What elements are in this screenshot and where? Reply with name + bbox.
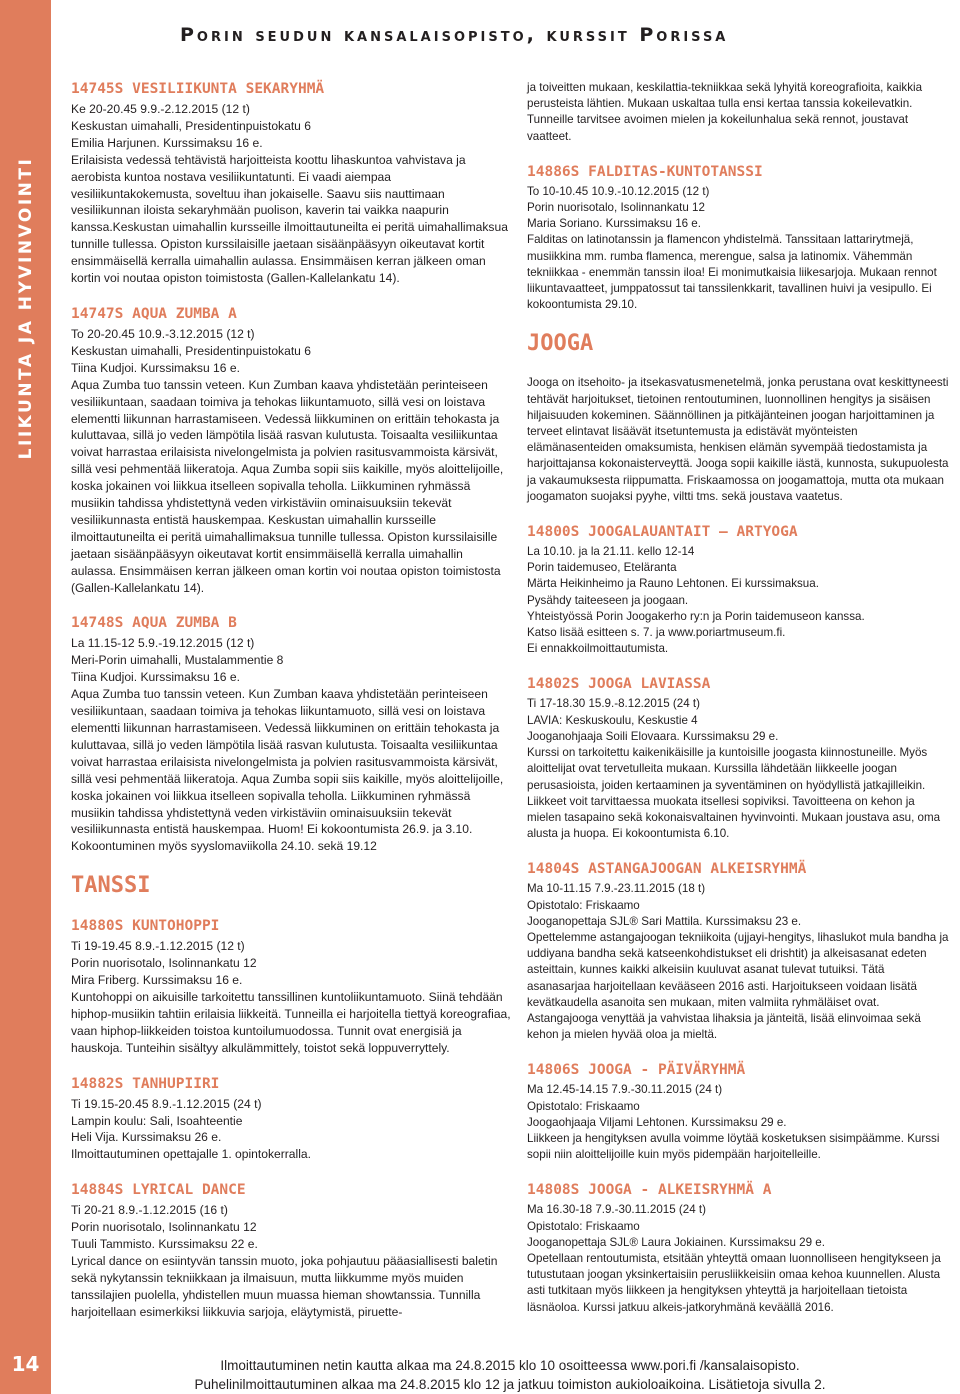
course-teacher-fee: Tiina Kudjoi. Kurssimaksu 16 e. [71, 360, 240, 375]
course-schedule: Ti 19.15-20.45 8.9.-1.12.2015 (24 t) [71, 1096, 262, 1111]
course-description: Opetellaan rentoutumista, etsitään yhteyttä omaan luonnolliseen hengitykseen ja tutustutaan joogan yksinkertaisiin perusliikkeisiin omaa kehoa kuunnellen. Alusta asti tutkitaan myös liikkeen ja hengityksen yhteyttä ja harjoitellaan tietoista läsnäoloa. Kurssi jatkuu alkeis-jatkoryhmänä keväällä 2016. [527, 1251, 941, 1314]
jooga-intro [527, 375, 949, 505]
course-location: Porin nuorisotalo, Isolinnankatu 12 [71, 956, 257, 971]
course-location: Porin taidemuseo, Eteläranta [527, 561, 677, 575]
course-note: Ilmoittautuminen opettajalle 1. opintokerralla. [71, 1147, 311, 1162]
course-schedule: La 10.10. ja la 21.11. kello 12-14 [527, 545, 695, 559]
course-teacher-fee: Joogaohjaaja Viljami Lehtonen. Kurssimaksu 29 e. [527, 1115, 787, 1129]
course-schedule: Ke 20-20.45 9.9.-2.12.2015 (12 t) [71, 102, 250, 116]
course-location: Keskustan uimahalli, Presidentinpuistokatu 6 [71, 118, 311, 133]
course-location: LAVIA: Keskuskoulu, Keskustie 4 [527, 713, 698, 727]
course-teacher-fee: Märta Heikinheimo ja Rauno Lehtonen. Ei kurssimaksua. [527, 577, 819, 591]
sidebar-band [0, 0, 51, 1394]
course-teacher-fee: Mira Friberg. Kurssimaksu 16 e. [71, 973, 243, 988]
course-teacher-fee: Jooganopettaja SJL® Laura Jokiainen. Kurssimaksu 29 e. [527, 1235, 825, 1249]
course-title: 14880S KUNTOHOPPI [71, 918, 220, 935]
course-description: Aqua Zumba tuo tanssin veteen. Kun Zumban kaava yhdistetään perinteiseen vesiliikuntaan, saadaan toimiva ja tehokas liikuntamuoto, sillä vesi on loistava elementti liikunnan harrastamiseen. Vedessä liikkuminen on erittäin tehokasta ja kuluttavaa, sillä jo veden lämpötila lisää rasvan kulutusta. Toisaalta vesiliikuntaa voivat harrastaa erilaisista nivelongelmista ja polvien rasitusvammoista kärsivät, sillä vesi pehmentää liikeratoja. Aqua Zumba sopii siis kaikille, myös aloittelijoille, koska jokainen voi liikkua itselleen sopivalla teholla. Liikkuminen ryhmässä musiikin tahdissa yhdistettynä veden virkistäviin ominaisuuksiin tekevät vesiliikunnasta entistä hauskempaa. Huom! Ei kokoontumista 26.9. ja 3.10. Kokoontuminen myös syyslomaviikolla 24.10. sekä 19.12 [71, 687, 504, 854]
section-heading-tanssi: TANSSI [71, 873, 151, 899]
course-location: Opistotalo: Friskaamo [527, 898, 640, 912]
course-14882s [71, 1075, 511, 1164]
course-14802s [527, 675, 949, 842]
course-description: Kuntohoppi on aikuisille tarkoitettu tanssillinen kuntoliikuntamuoto. Siinä tehdään hiphop-musiikin tahtiin erilaisia liikkeitä. Tunneilla ei harjoitella tiettyä koreografiaa, vaan hiphop-liikkeiden toistoa kuntoilumuodossa. Tunnit ovat energisiä ja hauskoja. Tunteihin sisältyy alkulämmittely, toistot sekä loppuverryttely. [71, 989, 511, 1055]
course-note: Katso lisää esitteen s. 7. ja www.poriartmuseum.fi. [527, 626, 786, 640]
course-teacher-fee: Jooganohjaaja Soili Elovaara. Kurssimaksu 29 e. [527, 729, 779, 743]
page-header: Porin seudun kansalaisopisto, kurssit Porissa [180, 24, 729, 46]
course-note: Ei ennakkoilmoittautumista. [527, 642, 669, 656]
course-teacher-fee: Emilia Harjunen. Kurssimaksu 16 e. [71, 135, 263, 150]
course-14880s [71, 917, 511, 1056]
course-teacher-fee: Tuuli Tammisto. Kurssimaksu 22 e. [71, 1237, 258, 1252]
course-location: Opistotalo: Friskaamo [527, 1099, 640, 1113]
footer-phone-registration: Puhelinilmoittautuminen alkaa ma 24.8.2015 klo 12 ja jatkuu toimiston aukioloaikoina. Lisätietoja sivulla 2. [194, 1377, 826, 1392]
course-title: 14748S AQUA ZUMBA B [71, 615, 237, 632]
course-description: Kurssi on tarkoitettu kaikenikäisille ja kuntoisille joogasta kiinnostuneille. Myös aloittelijat ovat tervetulleita mukaan. Kurssilla lähdetään liikkeelle joogan perusasioista, joiden kertaaminen ja syventäminen on hyödyllistä jatkajilleikin. Liikkeet voit tarvittaessa muokata itsellesi sopiviksi. Tavoitteena on kehon ja mielen tasapaino sekä kokonaisvaltainen hyvinvointi. Mukaan joustava asu, oma alusta ja huopa. Ei kokoontumista 6.10. [527, 746, 941, 841]
course-description: ja toiveitten mukaan, keskilattia-tekniikkaa sekä lyhyitä koreografioita, kaikkia perusteista lähtien. Mukaan uskaltaa tulla ensi kertaa tanssia kokeilevatkin. Tunneille tarvitsee avoimen mielen ja kokeilunhalua sekä rennot, joustavat vaatteet. [527, 81, 923, 143]
course-teacher-fee: Tiina Kudjoi. Kurssimaksu 16 e. [71, 670, 240, 685]
course-14884s-continued [527, 80, 949, 145]
course-location: Opistotalo: Friskaamo [527, 1219, 640, 1233]
course-schedule: Ti 19-19.45 8.9.-1.12.2015 (12 t) [71, 939, 245, 954]
course-title: 14882S TANHUPIIRI [71, 1075, 220, 1092]
course-location: Porin nuorisotalo, Isolinnankatu 12 [71, 1220, 257, 1235]
course-schedule: To 20-20.45 10.9.-3.12.2015 (12 t) [71, 326, 255, 341]
course-description: Aqua Zumba tuo tanssin veteen. Kun Zumban kaava yhdistetään perinteiseen vesiliikuntaan, saadaan toimiva ja tehokas liikuntamuoto, sillä vesi on loistava elementti liikunnan harrastamiseen. Vedessä liikkuminen on erittäin tehokasta ja kuluttavaa, sillä jo veden lämpötila lisää rasvan kulutusta. Toisaalta vesiliikuntaa voivat harrastaa erilaisista nivelongelmista ja polvien rasitusvammoista kärsivät, sillä vesi pehmentää liikeratoja. Aqua Zumba sopii siis kaikille, myös aloittelijoille, koska jokainen voi liikkua itselleen sopivalla teholla. Liikkuminen ryhmässä musiikin tahdissa yhdistettynä veden virkistäviin ominaisuuksiin tekevät vesiliikunnasta entistä hauskempaa. Keskustan uimahallin kursseille ilmoittautuneilta ei peritä uimahallimaksua tunnille tullessa. Opiston kurssilaisille jaetaan sisäänpääsyyn oikeutavat kortit ensimmäisellä kerralla uimahallin aulassa. Ensimmäisen kerran jälkeen oman kortin voi noutaa opiston toimistosta (Gallen-Kallelankatu 14). [71, 377, 504, 595]
course-title: 14800S JOOGALAUANTAIT – ARTYOGA [527, 524, 798, 541]
course-location: Keskustan uimahalli, Presidentinpuistokatu 6 [71, 343, 311, 358]
course-14745s [71, 80, 511, 287]
course-note: Yhteistyössä Porin Joogakerho ry:n ja Porin taidemuseon kanssa. [527, 609, 865, 623]
course-location: Porin nuorisotalo, Isolinnankatu 12 [527, 201, 705, 215]
course-schedule: To 10-10.45 10.9.-10.12.2015 (12 t) [527, 184, 710, 198]
right-column [527, 80, 949, 1334]
course-14747s [71, 305, 511, 597]
course-teacher-fee: Jooganopettaja SJL® Sari Mattila. Kurssimaksu 23 e. [527, 914, 802, 928]
course-14808s [527, 1181, 949, 1315]
page-number: 14 [11, 1352, 40, 1376]
course-title: 14808S JOOGA - ALKEISRYHMÄ A [527, 1182, 772, 1199]
course-title: 14806S JOOGA - PÄIVÄRYHMÄ [527, 1062, 746, 1079]
course-teacher-fee: Maria Soriano. Kurssimaksu 16 e. [527, 217, 701, 231]
course-title: 14804S ASTANGAJOOGAN ALKEISRYHMÄ [527, 861, 807, 878]
course-14800s [527, 523, 949, 657]
category-title: LIIKUNTA JA HYVINVOINTI [16, 156, 36, 459]
course-title: 14747S AQUA ZUMBA A [71, 305, 237, 322]
course-14804s [527, 860, 949, 1043]
course-title: 14886S FALDITAS-KUNTOTANSSI [527, 163, 763, 180]
course-schedule: Ma 12.45-14.15 7.9.-30.11.2015 (24 t) [527, 1083, 723, 1097]
course-14748s [71, 614, 511, 855]
course-schedule: Ti 20-21 8.9.-1.12.2015 (16 t) [71, 1203, 228, 1218]
section-intro-text: Jooga on itsehoito- ja itsekasvatusmenetelmä, jonka perustana ovat keskittyneesti tehtävät harjoitukset, tietoinen rentoutuminen, luonnollinen hengitys ja sisäisen hiljaisuuden kokeminen. Säännöllinen ja pitkäjänteinen joogan harjoittaminen ja terveet elintavat lisäävät itsetuntemusta ja edistävät myönteisten elämänasenteiden omaksumista, henkisen elämän syvempää tiedostamista ja harjoittajansa kokonaisterveyttä. Jooga sopii kaikille iästä, kunnosta, sukupuolesta ja vakaumuksesta riippumatta. Friskaamossa on joogamattoja, mutta ota mukaan joogamaton suojaksi pyyhe, viltti tms. sekä joustava vaatetus. [527, 376, 949, 503]
course-description: Opettelemme astangajoogan tekniikoita (ujjayi-hengitys, lihaslukot mula bandha ja uddiyana bandha sekä katseenkohdistukset eli drishtit) ja alkeisasanat edeten asteittain, kunnes kaikki alkeisiin kuuluvat asanat tulevat tutuiksi. Tätä asanasarjaa harjoitellaan kevääseen 2016 asti. Harjoitukseen voidaan lisätä kevätkaudella asanoita sen mukaan, miten valmiita ryhmäläiset ovat. Astangajooga venyttää ja vahvistaa lihaksia ja jänteitä, lisää elinvoimaa sekä kehon ja mielen hyvää oloa ja mieltä. [527, 930, 949, 1042]
course-schedule: Ti 17-18.30 15.9.-8.12.2015 (24 t) [527, 697, 700, 711]
course-note: Pysähdy taiteeseen ja joogaan. [527, 593, 689, 607]
course-title: 14802S JOOGA LAVIASSA [527, 676, 711, 693]
section-heading-jooga: JOOGA [527, 331, 594, 357]
course-location: Meri-Porin uimahalli, Mustalammentie 8 [71, 653, 284, 668]
course-14884s [71, 1181, 511, 1320]
course-description: Falditas on latinotanssin ja flamencon yhdistelmä. Tanssitaan lattarirytmejä, musiikkina mm. rumba flamenca, merengue, salsa ja latinomix. Vähemmän tekniikkaa - enemmän tanssin iloa! Ei monimutkaisia liikesarjoja. Mukaan rennot liikuntavaatteet, jumppatossut tai tanssilenkkarit, tavallinen huivi ja vesipullo. Ei kokoontumista 29.10. [527, 233, 937, 312]
course-title: 14745S VESILIIKUNTA SEKARYHMÄ [71, 81, 325, 97]
course-description: Liikkeen ja hengityksen avulla voimme löytää kosketuksen sisimpäämme. Kurssi sopii niin aloittelijoille kuin myös pidempään harjoitelleille. [527, 1131, 940, 1162]
course-description: Erilaisista vedessä tehtävistä harjoitteista koottu lihaskuntoa vahvistava ja aerobista kuntoa nostava vesiliikuntatunti. Ei vaadi aiempaa vesiliikuntakokemusta, soveltuu ihan jokaiselle. Saavu siis nauttimaan vesiliikunnan iloista sekaryhmään puolison, kaverin tai vaikka naapurin kanssa.Keskustan uimahallin kursseille ilmoittautuneilta ei peritä uimahallimaksua tunnille tullessa. Opiston kurssilaisille jaetaan sisäänpääsyyn oikeutavat kortit ensimmäisellä kerralla uimahallin aulassa. Ensimmäisen kerran jälkeen oman kortin voi noutaa opiston toimistosta (Gallen-Kallelankatu 14). [71, 152, 508, 286]
course-teacher-fee: Heli Vija. Kurssimaksu 26 e. [71, 1130, 222, 1145]
course-title: 14884S LYRICAL DANCE [71, 1182, 246, 1199]
course-14806s [527, 1061, 949, 1163]
course-description: Lyrical dance on esiintyvän tanssin muoto, joka pohjautuu pääasiallisesti baletin sekä nykytanssin tekniikkaan ja ilmaisuun, mutta liikkumme myös muiden tanssilajien puolella, yhdistellen muun muassa hieman showtanssia. Tunnilla harjoitellaan esimerkiksi liikkuvia sarjoja, eläytymistä, piruette- [71, 1253, 498, 1319]
course-schedule: La 11.15-12 5.9.-19.12.2015 (12 t) [71, 636, 255, 651]
left-column [71, 80, 511, 1339]
course-schedule: Ma 16.30-18 7.9.-30.11.2015 (24 t) [527, 1203, 706, 1217]
registration-footer [71, 1356, 949, 1394]
course-schedule: Ma 10-11.15 7.9.-23.11.2015 (18 t) [527, 882, 706, 896]
course-location: Lampin koulu: Sali, Isoahteentie [71, 1113, 243, 1128]
course-14886s [527, 163, 949, 314]
footer-online-registration: Ilmoittautuminen netin kautta alkaa ma 24.8.2015 klo 10 osoitteessa www.pori.fi /kansalaisopisto. [220, 1358, 800, 1373]
